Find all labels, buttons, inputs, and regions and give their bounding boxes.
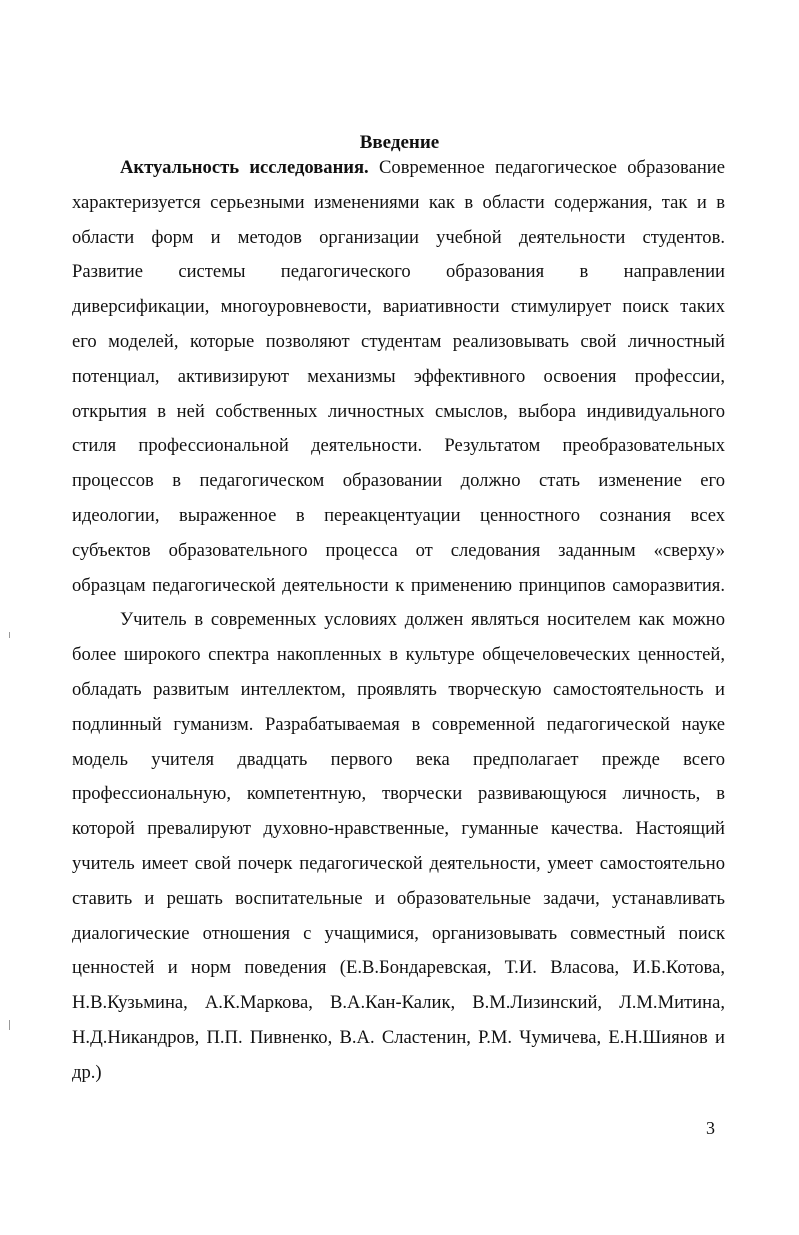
paragraph-1-line [72, 151, 725, 186]
paragraph-2-line: ставить и решать воспитательные и образовательные задачи, устанавливать [72, 887, 725, 909]
document-body [72, 151, 725, 1091]
paragraph-2-line: Н.В.Кузьмина, А.К.Маркова, В.А.Кан-Калик, В.М.Лизинский, Л.М.Митина, [72, 992, 725, 1014]
paragraph-2-line: Учитель в современных условиях должен являться носителем как можно [120, 609, 725, 631]
paragraph-text: Современное педагогическое образование [368, 157, 725, 178]
paragraph-1-line: процессов в педагогическом образовании должно стать изменение его [72, 470, 725, 492]
paragraph-1-line: субъектов образовательного процесса от следования заданным «сверху» [72, 539, 725, 561]
paragraph-1-line: потенциал, активизируют механизмы эффективного освоения профессии, [72, 365, 725, 387]
scan-speck [9, 632, 10, 638]
paragraph-2-line: диалогические отношения с учащимися, организовывать совместный поиск [72, 922, 725, 944]
paragraph-1-line: Развитие системы педагогического образования в направлении [72, 261, 725, 283]
section-lead-heading: Актуальность исследования. [120, 157, 369, 178]
page-title: Введение [359, 132, 440, 153]
paragraph-1-line: диверсификации, многоуровневости, вариативности стимулирует поиск таких [72, 296, 725, 318]
page-number: 3 [706, 1118, 715, 1138]
paragraph-1-line: его моделей, которые позволяют студентам реализовывать свой личностный [72, 330, 725, 352]
paragraph-2-line: более широкого спектра накопленных в культуре общечеловеческих ценностей, [72, 644, 725, 666]
paragraph-1-line: образцам педагогической деятельности к применению принципов саморазвития. [72, 574, 725, 596]
paragraph-2-line: др.) [72, 1061, 102, 1083]
paragraph-1-line: открытия в ней собственных личностных смыслов, выбора индивидуального [72, 400, 725, 422]
paragraph-2-line: модель учителя двадцать первого века предполагает прежде всего [72, 748, 725, 770]
paragraph-1-line: идеологии, выраженное в переакцентуации ценностного сознания всех [72, 504, 725, 526]
paragraph-2-line: обладать развитым интеллектом, проявлять творческую самостоятельность и [72, 678, 725, 700]
paragraph-2-line: подлинный гуманизм. Разрабатываемая в современной педагогической науке [72, 713, 725, 735]
paragraph-1-line: характеризуется серьезными изменениями как в области содержания, так и в [72, 191, 725, 213]
scan-speck [9, 1020, 10, 1030]
paragraph-1-line: области форм и методов организации учебной деятельности студентов. [72, 226, 725, 248]
paragraph-2-line: профессиональную, компетентную, творчески развивающуюся личность, в [72, 783, 725, 805]
paragraph-2-line: которой превалируют духовно-нравственные, гуманные качества. Настоящий [72, 818, 725, 840]
paragraph-1-line: стиля профессиональной деятельности. Результатом преобразовательных [72, 435, 725, 457]
paragraph-2-line: учитель имеет свой почерк педагогической деятельности, умеет самостоятельно [72, 852, 725, 874]
paragraph-2-line: Н.Д.Никандров, П.П. Пивненко, В.А. Сластенин, Р.М. Чумичева, Е.Н.Шиянов и [72, 1026, 725, 1048]
paragraph-2-line: ценностей и норм поведения (Е.В.Бондаревская, Т.И. Власова, И.Б.Котова, [72, 957, 725, 979]
